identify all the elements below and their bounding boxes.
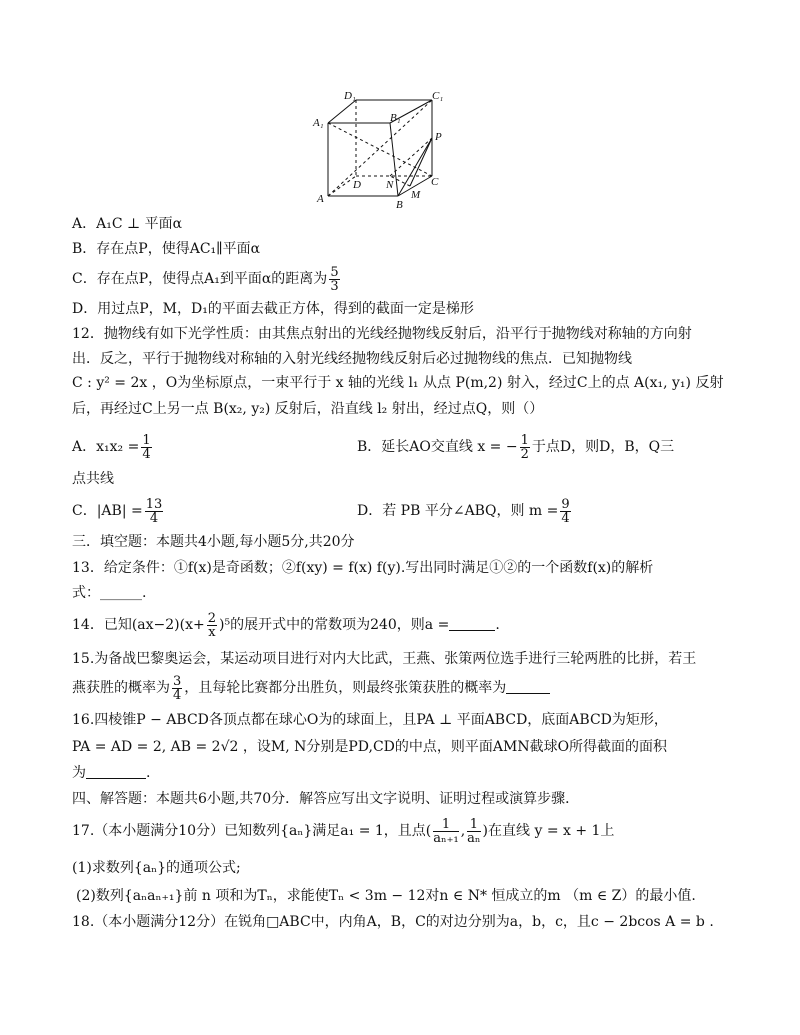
q16-line1: 16.四棱锥P − ABCD各顶点都在球心O为的球面上，且PA ⊥ 平面ABCD，底面ABCD为矩形， [72,712,668,728]
label-M: M [411,189,421,201]
q12-option-b: B．延长AO交直线 x = − $\frac{1}{2}$ 于点D，则D，B，Q三 [357,432,675,462]
q12-stem-line1: 12．抛物线有如下光学性质：由其焦点射出的光线经抛物线反射后，沿平行于抛物线对称轴的方向射 [72,326,692,342]
q16-line2: PA = AD = 2, AB = 2√2 ，设M, N分别是PD,CD的中点，则平面AMN截球O所得截面的面积 [72,739,668,755]
q18-stem: 18.（本小题满分12分）在锐角□ABC中，内角A，B，C的对边分别为a，b，c，且c − 2bcos A = b . [72,914,714,930]
label-C1: C₁ [432,90,444,102]
q11-option-b: B．存在点P，使得AC₁∥平面α [72,241,261,257]
label-D1: D₁ [344,90,356,102]
q12-stem-line2: 出．反之，平行于抛物线对称轴的入射光线经抛物线反射后必过抛物线的焦点．已知抛物线 [72,351,632,367]
q17-stem: 17.（本小题满分10分）已知数列{aₙ}满足a₁ = 1，且点( $\frac{1}{\text{aₙ₊₁}}$ , $\frac{1}{\text{aₙ}}$ )在直线 y = x + 1上 [72,816,615,846]
q15-fraction: $\frac{3}{4}$ [173,673,182,703]
q11-option-c-fraction: $\frac{5}{3}$ [330,264,339,294]
label-B: B [396,199,403,211]
section-3-heading: 三．填空题：本题共4小题,每小题5分,共20分 [72,534,355,550]
q12-option-b-continued: 点共线 [72,471,114,487]
label-A1: A₁ [313,117,324,129]
q13-line2: 式：______. [72,585,147,601]
q15-line2: 燕获胜的概率为 $\frac{3}{4}$ ，且每轮比赛都分出胜负，则最终张策获胜的概率为 [72,670,550,706]
q12-option-d-fraction: $\frac{9}{4}$ [561,496,570,526]
label-C: C [431,176,439,188]
q14: 14．已知(ax−2)(x+ $\frac{2}{x}$ )⁵的展开式中的常数项为240，则a = . [72,610,500,640]
q12-option-d: D．若 PB 平分∠ABQ，则 m = $\frac{9}{4}$ [357,496,570,526]
q12-option-a: A．x₁x₂ = $\frac{1}{4}$ [72,432,151,462]
q16-line3: 为 . [72,765,151,781]
label-P: P [435,131,442,143]
q17-part2: (2)数列{aₙaₙ₊₁}前 n 项和为Tₙ，求能使Tₙ < 3m − 12对n ∈ N* 恒成立的m （m ∈ Z）的最小值. [76,888,696,904]
q11-option-a: A．A₁C ⊥ 平面α [72,216,183,232]
q17-fraction-1: $\frac{1}{\text{aₙ₊₁}}$ [433,816,459,846]
section-4-heading: 四、解答题：本题共6小题,共70分．解答应写出文字说明、证明过程或演算步骤． [72,791,580,807]
label-N: N [386,179,394,191]
q16-answer-blank [86,764,146,779]
q12-stem-line4: 后，再经过C上另一点 B(x₂, y₂) 反射后，沿直线 l₂ 射出，经过点Q，则（） [72,401,544,417]
q12-option-a-fraction: $\frac{1}{4}$ [142,432,151,462]
q15-line1: 15.为备战巴黎奥运会，某运动项目进行对内大比武，王燕、张策两位选手进行三轮两胜的比拼，若王 [72,651,697,667]
label-D: D [353,179,361,191]
q14-fraction: $\frac{2}{x}$ [207,610,216,640]
q13-line1: 13．给定条件：①f(x)是奇函数；②f(xy) = f(x) f(y).写出同时满足①②的一个函数f(x)的解析 [72,560,654,576]
cube-figure [308,88,458,213]
q15-answer-blank [506,679,550,694]
q11-option-c [72,262,342,296]
label-B1: B₁ [390,112,401,124]
q12-option-c-fraction: $\frac{13}{4}$ [145,496,163,526]
q11-option-c-text: C．存在点P，使得点A₁到平面α的距离为 [72,271,328,287]
label-A: A [317,193,324,205]
q12-option-c: C．|AB| = $\frac{13}{4}$ [72,496,163,526]
q11-option-d: D．用过点P，M，D₁的平面去截正方体，得到的截面一定是梯形 [72,301,474,317]
q17-fraction-2: $\frac{1}{\text{aₙ}}$ [467,816,481,846]
q12-option-b-fraction: $\frac{1}{2}$ [520,432,529,462]
q12-stem-line3: C : y² = 2x ，O为坐标原点，一束平行于 x 轴的光线 l₁ 从点 P(m,2) 射入，经过C上的点 A(x₁, y₁) 反射 [72,375,724,391]
q17-part1: (1)求数列{aₙ}的通项公式; [72,860,241,876]
q14-answer-blank [449,616,495,631]
